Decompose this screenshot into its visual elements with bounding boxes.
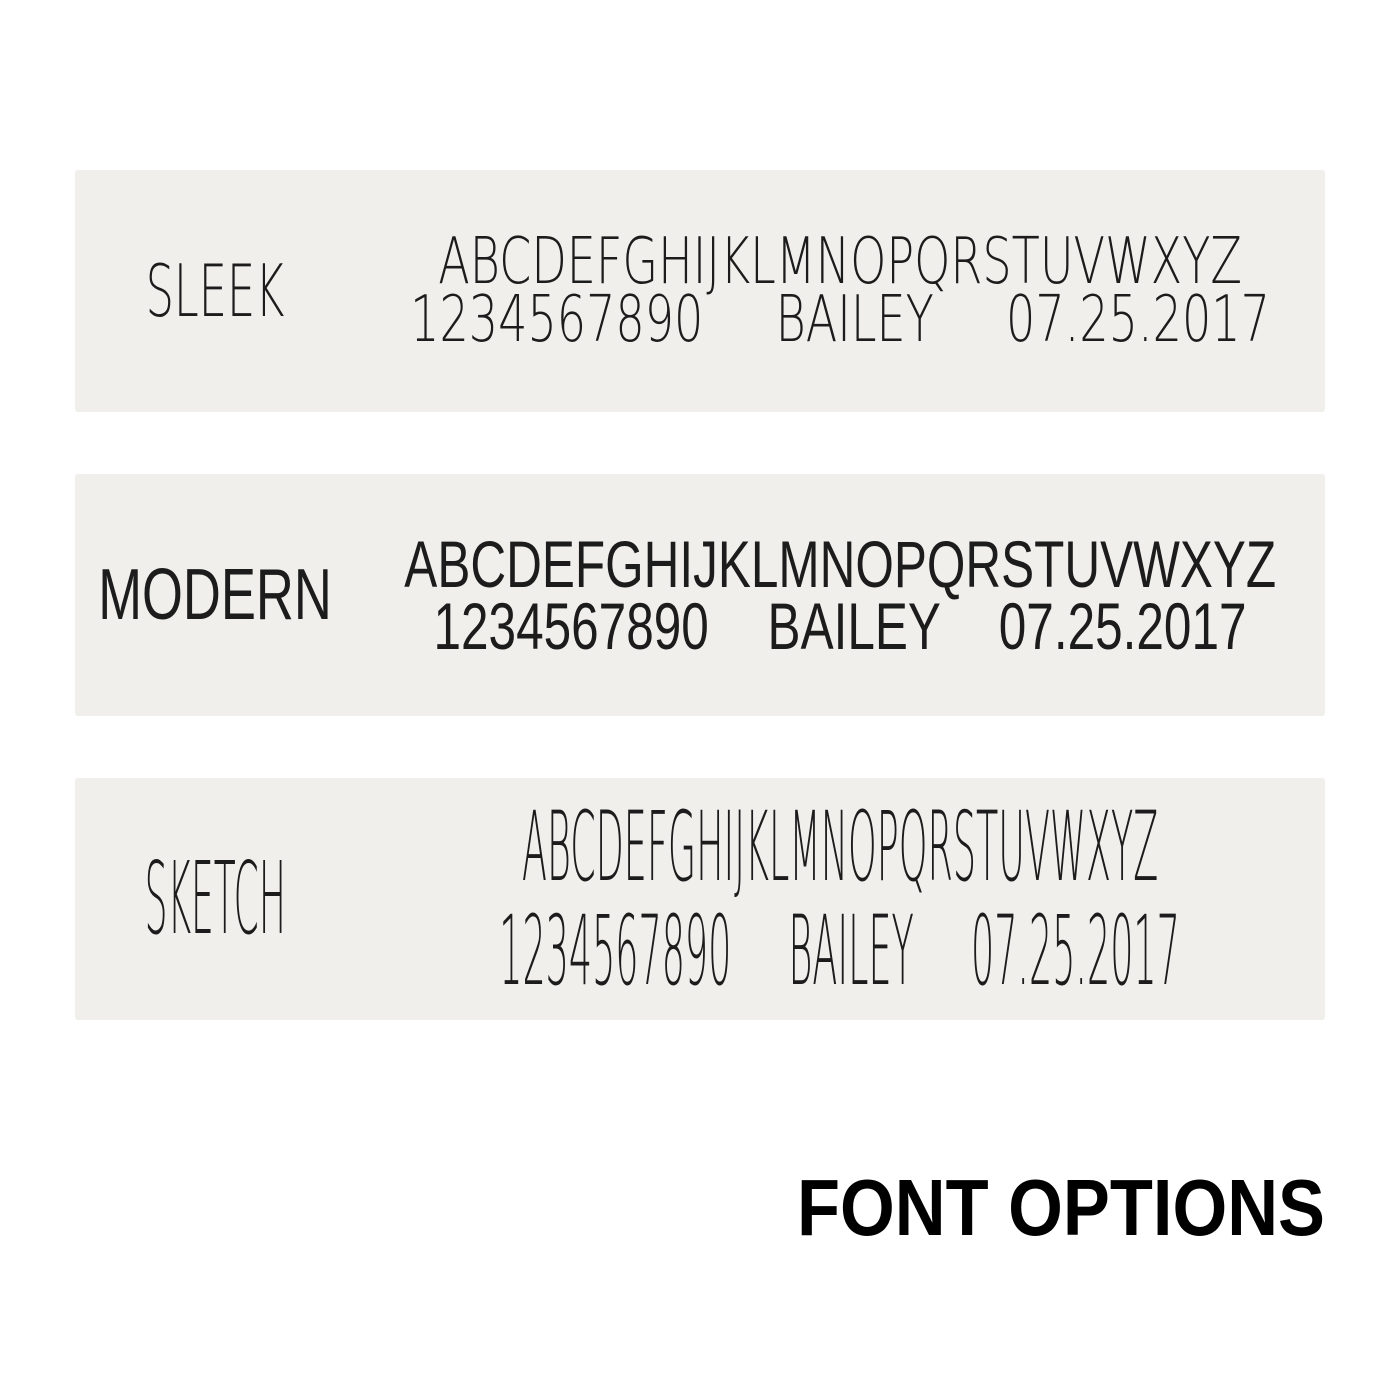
sample-alphabet-line [355,791,1325,903]
sample-detail-line [355,283,1325,357]
sketch-numbers-sample: 1234567890 [499,895,732,1007]
sample-detail-line [355,895,1325,1007]
sleek-name-sample: BAILEY [775,283,934,357]
sleek-numbers-sample: 1234567890 [410,283,704,357]
font-name-sketch: SKETCH [144,840,286,957]
sleek-alphabet-sample: ABCDEFGHIJKLMNOPQRSTUVWXYZ [438,225,1242,299]
page-title: FONT OPTIONS [797,1163,1325,1252]
font-name-sleek: SLEEK [145,249,285,333]
font-label-column [75,840,355,957]
font-sample-modern [355,527,1325,663]
font-card-sleek [75,170,1325,412]
sketch-alphabet-sample: ABCDEFGHIJKLMNOPQRSTUVWXYZ [521,791,1159,903]
sketch-name-sample: BAILEY [788,895,915,1007]
font-sample-sketch [355,791,1325,1007]
sample-alphabet-line [355,527,1325,601]
modern-date-sample: 07.25.2017 [998,589,1247,663]
font-card-sketch [75,778,1325,1020]
font-sample-sleek [355,225,1325,357]
sketch-date-sample: 07.25.2017 [971,895,1181,1007]
font-label-column [75,555,355,635]
sleek-date-sample: 07.25.2017 [1006,283,1270,357]
font-label-column [75,249,355,333]
font-options-sheet [75,0,1325,1252]
title-row [75,1163,1325,1252]
sample-detail-line [355,589,1325,663]
modern-alphabet-sample: ABCDEFGHIJKLMNOPQRSTUVWXYZ [404,527,1276,601]
modern-name-sample: BAILEY [767,589,941,663]
font-name-modern: MODERN [98,555,332,635]
modern-numbers-sample: 1234567890 [433,589,709,663]
font-card-modern [75,474,1325,716]
